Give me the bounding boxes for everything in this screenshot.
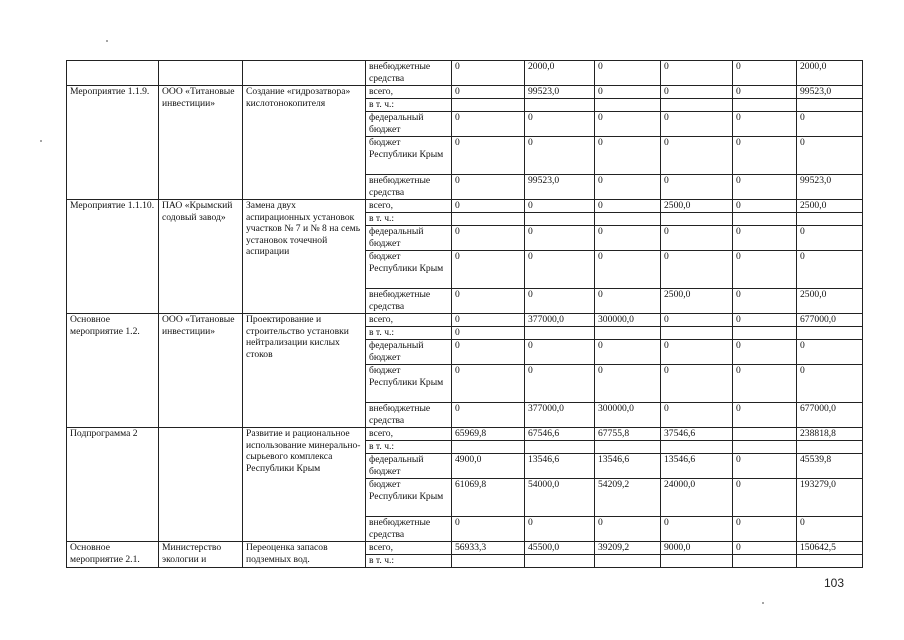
amount-cell: 150642,5 [797, 542, 863, 555]
amount-cell [525, 213, 595, 226]
executor-cell: Министерство экологии и [159, 542, 243, 568]
amount-cell: 677000,0 [797, 403, 863, 428]
amount-cell: 0 [733, 517, 797, 542]
event-cell: Основное мероприятие 2.1. [67, 542, 159, 568]
funding-source-cell: бюджет Республики Крым [366, 365, 452, 403]
amount-cell: 0 [452, 340, 525, 365]
amount-cell: 0 [595, 86, 661, 99]
scan-speck [762, 602, 764, 604]
amount-cell [797, 441, 863, 454]
amount-cell: 0 [595, 175, 661, 200]
table-row [67, 428, 863, 441]
page-number: 103 [824, 576, 845, 590]
amount-cell: 0 [525, 289, 595, 314]
amount-cell: 0 [525, 340, 595, 365]
amount-cell [452, 213, 525, 226]
amount-cell: 0 [733, 479, 797, 517]
amount-cell: 0 [733, 200, 797, 213]
amount-cell: 0 [525, 251, 595, 289]
amount-cell: 0 [525, 226, 595, 251]
amount-cell: 0 [525, 137, 595, 175]
amount-cell: 0 [452, 112, 525, 137]
amount-cell: 2000,0 [525, 61, 595, 86]
amount-cell: 0 [525, 112, 595, 137]
scan-speck [106, 40, 108, 42]
amount-cell: 2000,0 [797, 61, 863, 86]
amount-cell: 45539,8 [797, 454, 863, 479]
funding-source-cell: бюджет Республики Крым [366, 137, 452, 175]
amount-cell: 45500,0 [525, 542, 595, 555]
funding-source-cell: внебюджетные средства [366, 175, 452, 200]
amount-cell: 0 [452, 251, 525, 289]
amount-cell [595, 327, 661, 340]
funding-source-cell: всего, [366, 86, 452, 99]
amount-cell: 0 [661, 137, 733, 175]
amount-cell: 0 [595, 61, 661, 86]
amount-cell: 0 [797, 226, 863, 251]
amount-cell: 0 [661, 61, 733, 86]
amount-cell: 0 [452, 289, 525, 314]
amount-cell: 677000,0 [797, 314, 863, 327]
amount-cell [733, 213, 797, 226]
amount-cell: 0 [595, 200, 661, 213]
amount-cell: 0 [595, 289, 661, 314]
amount-cell: 0 [452, 403, 525, 428]
amount-cell: 0 [733, 314, 797, 327]
amount-cell: 0 [733, 251, 797, 289]
funding-source-cell: федеральный бюджет [366, 454, 452, 479]
funding-source-cell: бюджет Республики Крым [366, 479, 452, 517]
amount-cell: 377000,0 [525, 403, 595, 428]
amount-cell [661, 555, 733, 568]
executor-cell: ПАО «Крымский содовый завод» [159, 200, 243, 314]
funding-source-cell: внебюджетные средства [366, 403, 452, 428]
amount-cell: 0 [452, 365, 525, 403]
amount-cell: 67546,6 [525, 428, 595, 441]
amount-cell [525, 99, 595, 112]
amount-cell: 0 [452, 86, 525, 99]
amount-cell: 0 [797, 251, 863, 289]
amount-cell: 0 [733, 175, 797, 200]
amount-cell: 99523,0 [525, 175, 595, 200]
amount-cell: 0 [733, 226, 797, 251]
amount-cell: 0 [595, 112, 661, 137]
amount-cell: 0 [661, 340, 733, 365]
amount-cell: 67755,8 [595, 428, 661, 441]
amount-cell [733, 555, 797, 568]
amount-cell: 0 [661, 112, 733, 137]
amount-cell: 0 [595, 226, 661, 251]
measure-name-cell: Развитие и рациональное использование минерально-сырьевого комплекса Республики Крым [243, 428, 366, 542]
amount-cell [797, 99, 863, 112]
amount-cell [595, 99, 661, 112]
amount-cell: 193279,0 [797, 479, 863, 517]
amount-cell [452, 99, 525, 112]
amount-cell [595, 213, 661, 226]
amount-cell [797, 327, 863, 340]
event-cell: Подпрограмма 2 [67, 428, 159, 542]
amount-cell: 4900,0 [452, 454, 525, 479]
amount-cell: 0 [525, 365, 595, 403]
amount-cell: 24000,0 [661, 479, 733, 517]
amount-cell: 99523,0 [797, 86, 863, 99]
amount-cell: 0 [661, 403, 733, 428]
funding-source-cell: в т. ч.: [366, 441, 452, 454]
funding-source-cell: в т. ч.: [366, 99, 452, 112]
amount-cell: 2500,0 [661, 200, 733, 213]
amount-cell: 2500,0 [797, 200, 863, 213]
amount-cell [525, 555, 595, 568]
amount-cell: 0 [733, 365, 797, 403]
funding-source-cell: всего, [366, 314, 452, 327]
amount-cell: 56933,3 [452, 542, 525, 555]
amount-cell: 0 [452, 517, 525, 542]
amount-cell: 0 [452, 226, 525, 251]
amount-cell: 65969,8 [452, 428, 525, 441]
amount-cell: 13546,6 [661, 454, 733, 479]
amount-cell: 0 [452, 137, 525, 175]
measure-name-cell: Переоценка запасов подземных вод. [243, 542, 366, 568]
amount-cell: 0 [797, 340, 863, 365]
amount-cell [797, 555, 863, 568]
amount-cell: 0 [525, 517, 595, 542]
event-cell: Мероприятие 1.1.9. [67, 86, 159, 200]
amount-cell: 0 [797, 517, 863, 542]
measure-name-cell: Замена двух аспирационных установок участков № 7 и № 8 на семь установок точечной аспирации [243, 200, 366, 314]
amount-cell: 13546,6 [595, 454, 661, 479]
table-row [67, 61, 863, 86]
amount-cell: 0 [661, 226, 733, 251]
amount-cell: 300000,0 [595, 314, 661, 327]
amount-cell: 0 [452, 327, 525, 340]
funding-source-cell: внебюджетные средства [366, 289, 452, 314]
table-row [67, 200, 863, 213]
amount-cell: 0 [733, 137, 797, 175]
table-row [67, 314, 863, 327]
funding-source-cell: федеральный бюджет [366, 340, 452, 365]
amount-cell: 0 [661, 517, 733, 542]
document-page [66, 60, 862, 568]
scan-speck [40, 140, 42, 142]
amount-cell: 99523,0 [797, 175, 863, 200]
amount-cell: 54209,2 [595, 479, 661, 517]
amount-cell: 0 [661, 314, 733, 327]
executor-cell: ООО «Титановые инвестиции» [159, 314, 243, 428]
amount-cell: 37546,6 [661, 428, 733, 441]
amount-cell: 0 [661, 365, 733, 403]
measure-name-cell [243, 61, 366, 86]
amount-cell [595, 555, 661, 568]
amount-cell [452, 441, 525, 454]
amount-cell: 238818,8 [797, 428, 863, 441]
amount-cell [525, 327, 595, 340]
amount-cell: 0 [595, 365, 661, 403]
amount-cell: 377000,0 [525, 314, 595, 327]
amount-cell: 0 [733, 112, 797, 137]
funding-table [66, 60, 863, 568]
amount-cell: 0 [733, 61, 797, 86]
funding-source-cell: федеральный бюджет [366, 226, 452, 251]
event-cell [67, 61, 159, 86]
amount-cell: 0 [661, 251, 733, 289]
amount-cell [797, 213, 863, 226]
table-row [67, 542, 863, 555]
funding-source-cell: всего, [366, 200, 452, 213]
amount-cell [452, 555, 525, 568]
amount-cell: 0 [733, 289, 797, 314]
amount-cell: 39209,2 [595, 542, 661, 555]
funding-source-cell: всего, [366, 428, 452, 441]
amount-cell: 9000,0 [661, 542, 733, 555]
funding-source-cell: в т. ч.: [366, 327, 452, 340]
measure-name-cell: Создание «гидрозатвора» кислотонокопителя [243, 86, 366, 200]
amount-cell [661, 99, 733, 112]
amount-cell: 99523,0 [525, 86, 595, 99]
funding-source-cell: в т. ч.: [366, 555, 452, 568]
amount-cell [525, 441, 595, 454]
amount-cell: 2500,0 [797, 289, 863, 314]
measure-name-cell: Проектирование и строительство установки нейтрализации кислых стоков [243, 314, 366, 428]
funding-source-cell: в т. ч.: [366, 213, 452, 226]
amount-cell: 0 [733, 403, 797, 428]
amount-cell: 0 [595, 251, 661, 289]
amount-cell: 0 [797, 365, 863, 403]
amount-cell: 0 [525, 200, 595, 213]
amount-cell: 0 [797, 112, 863, 137]
funding-source-cell: внебюджетные средства [366, 517, 452, 542]
amount-cell: 0 [661, 175, 733, 200]
amount-cell [733, 99, 797, 112]
amount-cell: 61069,8 [452, 479, 525, 517]
amount-cell: 0 [452, 61, 525, 86]
funding-source-cell: внебюджетные средства [366, 61, 452, 86]
amount-cell: 0 [452, 314, 525, 327]
amount-cell [733, 327, 797, 340]
amount-cell: 0 [452, 200, 525, 213]
amount-cell: 0 [733, 542, 797, 555]
amount-cell: 2500,0 [661, 289, 733, 314]
amount-cell: 0 [733, 86, 797, 99]
event-cell: Мероприятие 1.1.10. [67, 200, 159, 314]
amount-cell: 0 [595, 517, 661, 542]
amount-cell [661, 441, 733, 454]
amount-cell: 0 [595, 137, 661, 175]
funding-source-cell: бюджет Республики Крым [366, 251, 452, 289]
amount-cell: 0 [733, 340, 797, 365]
amount-cell: 300000,0 [595, 403, 661, 428]
amount-cell: 0 [661, 86, 733, 99]
amount-cell [733, 441, 797, 454]
amount-cell [733, 428, 797, 441]
amount-cell [661, 213, 733, 226]
amount-cell [661, 327, 733, 340]
executor-cell [159, 61, 243, 86]
executor-cell [159, 428, 243, 542]
executor-cell: ООО «Титановые инвестиции» [159, 86, 243, 200]
amount-cell: 0 [595, 340, 661, 365]
amount-cell: 0 [733, 454, 797, 479]
event-cell: Основное мероприятие 1.2. [67, 314, 159, 428]
amount-cell: 0 [452, 175, 525, 200]
funding-source-cell: федеральный бюджет [366, 112, 452, 137]
table-row [67, 86, 863, 99]
amount-cell: 54000,0 [525, 479, 595, 517]
funding-source-cell: всего, [366, 542, 452, 555]
amount-cell: 13546,6 [525, 454, 595, 479]
amount-cell: 0 [797, 137, 863, 175]
amount-cell [595, 441, 661, 454]
